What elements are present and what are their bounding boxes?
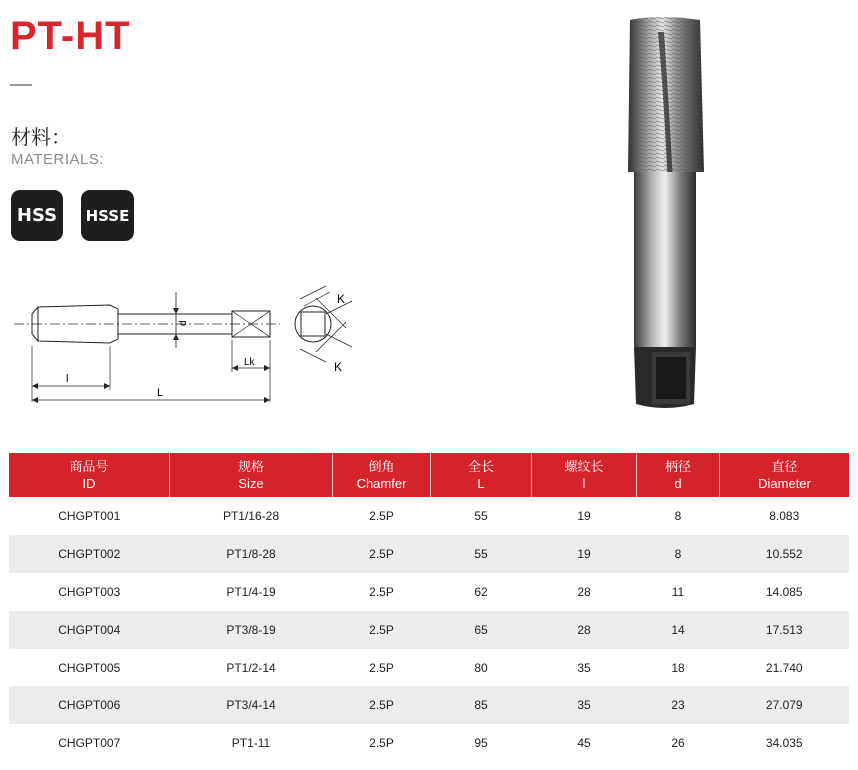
col-header-chamfer: 倒角 Chamfer bbox=[333, 453, 431, 497]
page-title: PT-HT bbox=[10, 14, 131, 58]
cell-shank-diameter: 23 bbox=[637, 686, 720, 724]
cell-diameter: 17.513 bbox=[720, 611, 850, 649]
cell-length: 65 bbox=[431, 611, 532, 649]
cell-chamfer: 2.5P bbox=[333, 686, 431, 724]
table-row bbox=[9, 724, 849, 762]
cell-length: 55 bbox=[431, 535, 532, 573]
cell-diameter: 14.085 bbox=[765, 584, 803, 599]
table-row bbox=[9, 573, 849, 611]
cell-shank-diameter: 18 bbox=[671, 660, 685, 675]
cell-size: PT3/8-19 bbox=[170, 611, 333, 649]
table-row bbox=[9, 686, 849, 724]
col-header-length: 全长 L bbox=[431, 453, 532, 497]
cell-size: PT1/8-28 bbox=[170, 535, 333, 573]
cell-diameter: 34.035 bbox=[765, 736, 803, 751]
cell-size: PT1/4-19 bbox=[226, 584, 276, 599]
diagram-label-L: L bbox=[157, 387, 164, 399]
cell-diameter: 10.552 bbox=[720, 535, 850, 573]
table-row bbox=[9, 611, 849, 649]
cell-shank-diameter: 8 bbox=[637, 535, 720, 573]
cell-length: 55 bbox=[474, 508, 488, 523]
cell-diameter: 21.740 bbox=[765, 660, 803, 675]
cell-size: PT3/4-14 bbox=[170, 686, 333, 724]
cell-thread-length: 19 bbox=[532, 535, 637, 573]
cell-thread-length: 35 bbox=[532, 686, 637, 724]
cell-length: 85 bbox=[431, 686, 532, 724]
diagram-label-lk: Lk bbox=[244, 357, 255, 368]
materials-label-en: MATERIALS: bbox=[11, 151, 105, 168]
pipe-tap-image bbox=[600, 12, 720, 417]
cell-length: 62 bbox=[474, 584, 488, 599]
cell-id: CHGPT007 bbox=[58, 736, 121, 751]
materials-label-cn: 材料： bbox=[11, 125, 71, 149]
table-row bbox=[9, 649, 849, 687]
diagram-label-k-bottom: K bbox=[334, 360, 343, 374]
spec-table bbox=[9, 453, 849, 762]
col-header-id: 商品号 ID bbox=[9, 453, 170, 497]
cell-id: CHGPT001 bbox=[58, 508, 121, 523]
table-row bbox=[9, 497, 849, 535]
cell-shank-diameter: 11 bbox=[671, 584, 685, 599]
title-divider bbox=[10, 84, 32, 86]
col-header-shank-diameter: 柄径 d bbox=[637, 453, 720, 497]
cell-chamfer: 2.5P bbox=[369, 508, 394, 523]
cell-length: 80 bbox=[474, 660, 488, 675]
cell-diameter: 8.083 bbox=[769, 508, 800, 523]
cell-id: CHGPT004 bbox=[9, 611, 170, 649]
cell-thread-length: 28 bbox=[532, 611, 637, 649]
cell-length: 95 bbox=[474, 736, 488, 751]
cell-chamfer: 2.5P bbox=[333, 535, 431, 573]
cell-id: CHGPT005 bbox=[58, 660, 121, 675]
cell-size: PT1-11 bbox=[231, 736, 271, 751]
diagram-label-l: l bbox=[66, 373, 69, 385]
col-header-size: 规格 Size bbox=[170, 453, 333, 497]
cell-size: PT1/16-28 bbox=[222, 508, 280, 523]
cell-chamfer: 2.5P bbox=[369, 584, 394, 599]
cell-chamfer: 2.5P bbox=[369, 736, 394, 751]
cell-chamfer: 2.5P bbox=[369, 660, 394, 675]
cell-diameter: 27.079 bbox=[720, 686, 850, 724]
cell-size: PT1/2-14 bbox=[226, 660, 276, 675]
table-row bbox=[9, 535, 849, 573]
material-badge-hsse: HSSE bbox=[81, 190, 134, 241]
col-header-thread-length: 螺纹长 l bbox=[532, 453, 637, 497]
diagram-label-d: d bbox=[178, 320, 189, 326]
tap-dimension-diagram bbox=[10, 280, 370, 410]
col-header-diameter: 直径 Diameter bbox=[720, 453, 850, 497]
table-header-row bbox=[9, 453, 849, 497]
cell-id: CHGPT002 bbox=[9, 535, 170, 573]
cell-id: CHGPT003 bbox=[58, 584, 121, 599]
cell-thread-length: 45 bbox=[577, 736, 591, 751]
cell-thread-length: 35 bbox=[577, 660, 591, 675]
cell-thread-length: 19 bbox=[577, 508, 591, 523]
cell-shank-diameter: 14 bbox=[637, 611, 720, 649]
material-badge-hss: HSS bbox=[11, 190, 63, 241]
cell-shank-diameter: 26 bbox=[671, 736, 685, 751]
cell-id: CHGPT006 bbox=[9, 686, 170, 724]
diagram-label-k-top: K bbox=[337, 292, 346, 306]
cell-shank-diameter: 8 bbox=[674, 508, 682, 523]
cell-thread-length: 28 bbox=[577, 584, 591, 599]
cell-chamfer: 2.5P bbox=[333, 611, 431, 649]
